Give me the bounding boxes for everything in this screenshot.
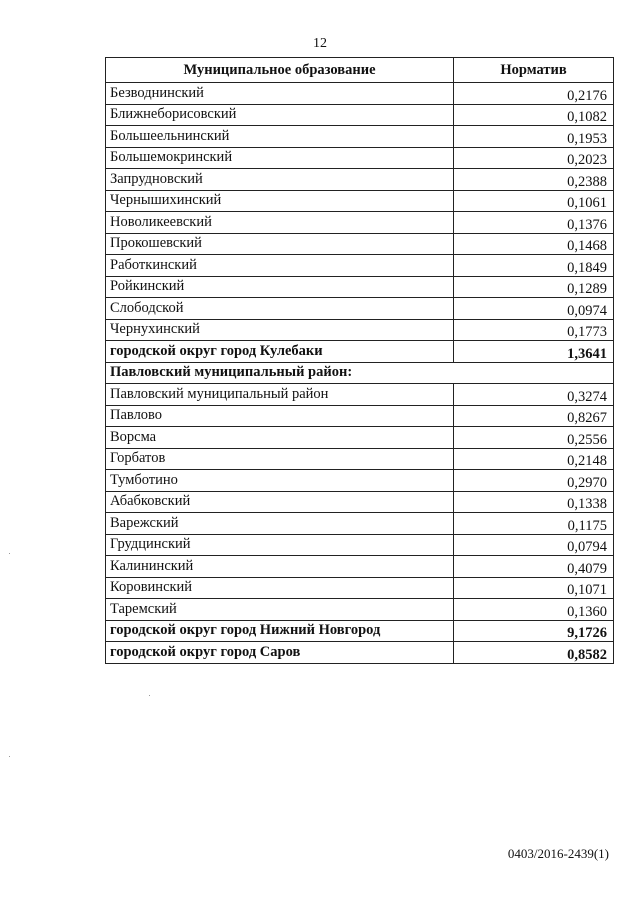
standard-value: 0,8267 <box>454 405 614 427</box>
scan-speck <box>9 553 10 554</box>
table-body <box>106 83 614 664</box>
table-section-row <box>106 362 614 384</box>
municipality-name: Ворсма <box>106 427 454 449</box>
municipality-name: Горбатов <box>106 448 454 470</box>
table-row <box>106 169 614 191</box>
municipality-name: Ройкинский <box>106 276 454 298</box>
municipality-name: Тумботино <box>106 470 454 492</box>
table-row <box>106 427 614 449</box>
standard-value: 0,8582 <box>454 642 614 664</box>
table-row <box>106 104 614 126</box>
table-row <box>106 620 614 642</box>
standard-value: 0,1849 <box>454 255 614 277</box>
table-row <box>106 556 614 578</box>
municipality-name: городской округ город Кулебаки <box>106 341 454 363</box>
standard-value: 0,1289 <box>454 276 614 298</box>
table-row <box>106 384 614 406</box>
municipality-name: Калининский <box>106 556 454 578</box>
standard-value: 1,3641 <box>454 341 614 363</box>
table-row <box>106 298 614 320</box>
table-row <box>106 233 614 255</box>
table-row <box>106 470 614 492</box>
table-row <box>106 255 614 277</box>
table-row <box>106 513 614 535</box>
municipality-name: городской округ город Нижний Новгород <box>106 620 454 642</box>
scan-speck <box>9 756 10 757</box>
document-code: 0403/2016-2439(1) <box>507 846 609 861</box>
standard-value: 0,1773 <box>454 319 614 341</box>
table-row <box>106 319 614 341</box>
municipality-name: Таремский <box>106 599 454 621</box>
municipality-name: Работкинский <box>106 255 454 277</box>
table-row <box>106 599 614 621</box>
standard-value: 0,2023 <box>454 147 614 169</box>
municipality-name: городской округ город Саров <box>106 642 454 664</box>
table-row <box>106 642 614 664</box>
municipality-name: Грудцинский <box>106 534 454 556</box>
standard-value: 0,3274 <box>454 384 614 406</box>
table-row <box>106 577 614 599</box>
table-row <box>106 126 614 148</box>
municipality-name: Коровинский <box>106 577 454 599</box>
standard-value: 0,0974 <box>454 298 614 320</box>
standard-value: 0,1953 <box>454 126 614 148</box>
municipality-name: Ближнеборисовский <box>106 104 454 126</box>
municipality-name: Новоликеевский <box>106 212 454 234</box>
standard-value: 0,2556 <box>454 427 614 449</box>
municipality-name: Безводнинский <box>106 83 454 105</box>
standards-table <box>105 57 614 664</box>
standard-value: 0,1082 <box>454 104 614 126</box>
table-row <box>106 405 614 427</box>
standard-value: 0,2176 <box>454 83 614 105</box>
standard-value: 0,1468 <box>454 233 614 255</box>
table-header-row <box>106 58 614 83</box>
standard-value: 0,1376 <box>454 212 614 234</box>
municipality-name: Прокошевский <box>106 233 454 255</box>
standard-value: 0,1360 <box>454 599 614 621</box>
standard-value: 0,2148 <box>454 448 614 470</box>
table-row <box>106 448 614 470</box>
header-municipality: Муниципальное образование <box>106 58 454 83</box>
standard-value: 0,1175 <box>454 513 614 535</box>
municipality-name: Чернухинский <box>106 319 454 341</box>
municipality-name: Чернышихинский <box>106 190 454 212</box>
table-row <box>106 276 614 298</box>
page-number: 12 <box>313 36 327 51</box>
scan-speck <box>149 695 150 696</box>
standard-value: 0,0794 <box>454 534 614 556</box>
municipality-name: Большемокринский <box>106 147 454 169</box>
table-row <box>106 212 614 234</box>
municipality-name: Абабковский <box>106 491 454 513</box>
standard-value: 0,2388 <box>454 169 614 191</box>
table-row <box>106 190 614 212</box>
standard-value: 0,1338 <box>454 491 614 513</box>
municipality-name: Запрудновский <box>106 169 454 191</box>
municipality-name: Слободской <box>106 298 454 320</box>
standard-value: 9,1726 <box>454 620 614 642</box>
municipality-name: Павловский муниципальный район <box>106 384 454 406</box>
table-row <box>106 341 614 363</box>
table-row <box>106 147 614 169</box>
header-standard: Норматив <box>454 58 614 83</box>
standard-value: 0,4079 <box>454 556 614 578</box>
standard-value: 0,2970 <box>454 470 614 492</box>
municipality-name: Павлово <box>106 405 454 427</box>
table-row <box>106 534 614 556</box>
municipality-name: Большеельнинский <box>106 126 454 148</box>
municipality-name: Варежский <box>106 513 454 535</box>
table-row <box>106 491 614 513</box>
section-heading: Павловский муниципальный район: <box>106 362 614 384</box>
standard-value: 0,1061 <box>454 190 614 212</box>
table-row <box>106 83 614 105</box>
standard-value: 0,1071 <box>454 577 614 599</box>
